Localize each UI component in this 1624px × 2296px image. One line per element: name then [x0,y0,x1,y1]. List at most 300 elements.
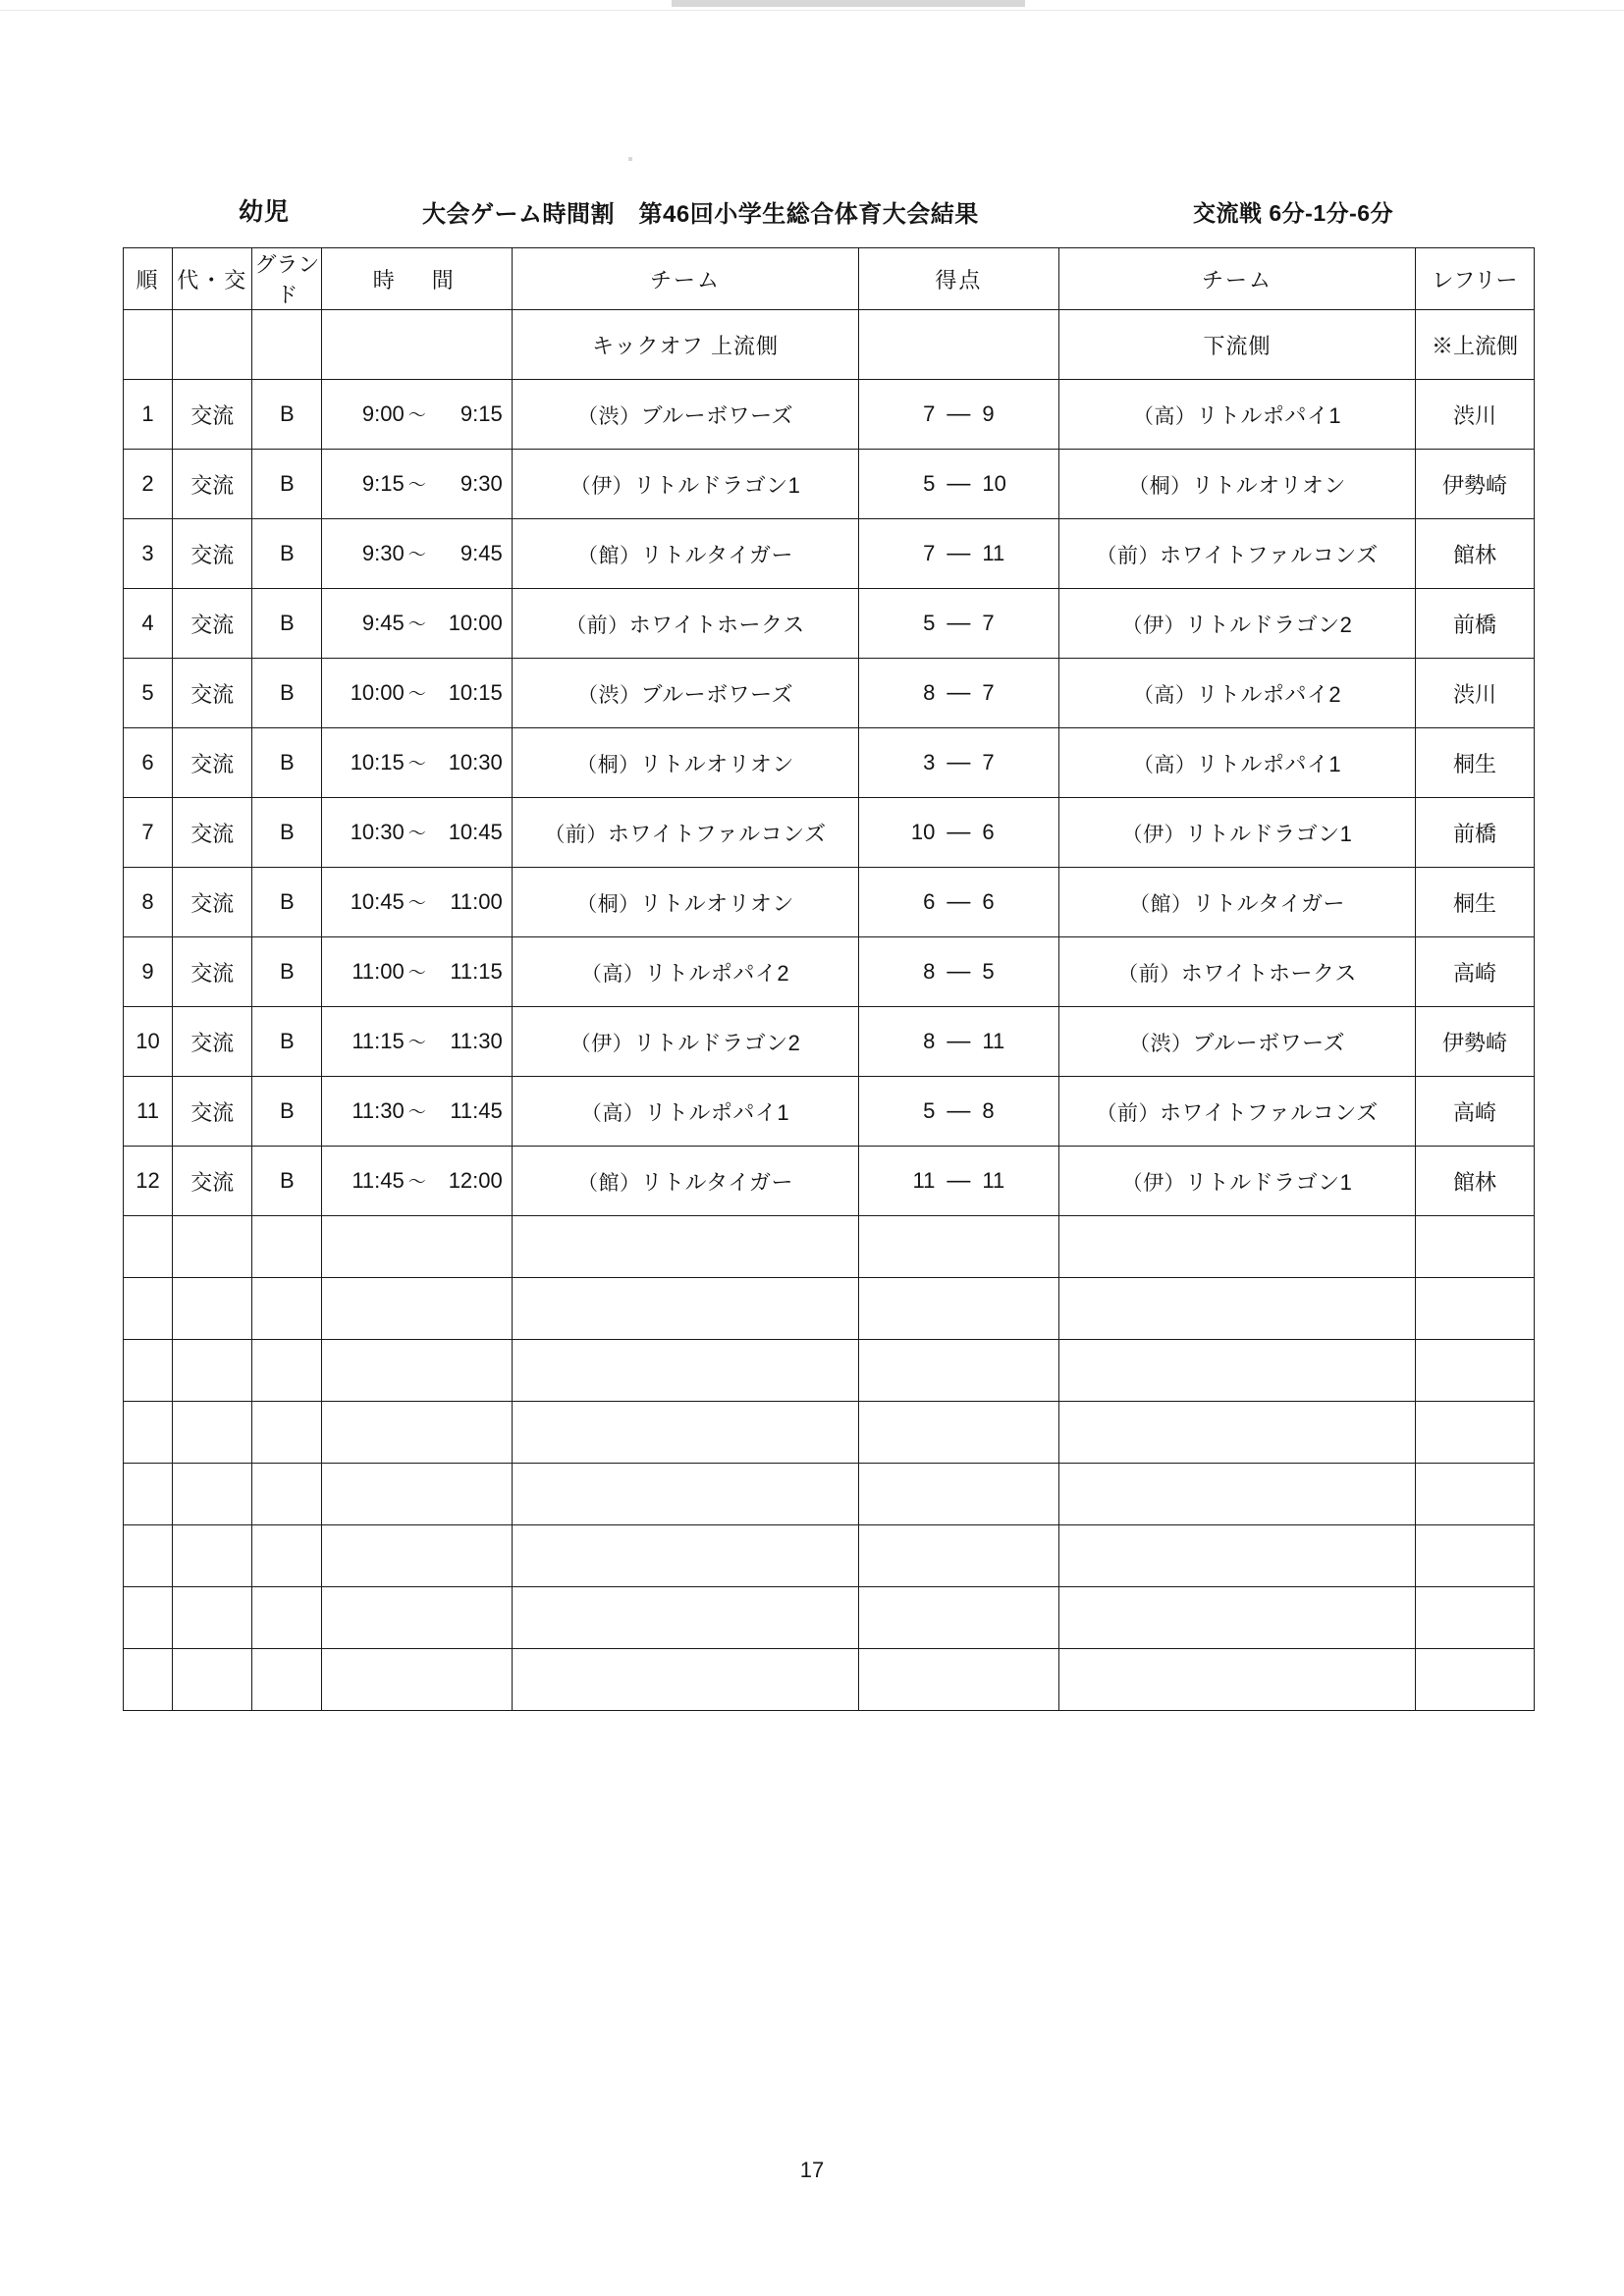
cell-empty [513,1525,858,1587]
cell-team-home [513,937,858,1007]
team-away-prefix: （前） [1117,962,1181,986]
cell-empty [1415,1402,1534,1464]
time-start: 11:45 [352,1168,405,1193]
cell-empty [173,1587,252,1649]
cell-time-range [322,450,513,519]
match-no-text: 9 [141,959,154,984]
score-separator: — [947,470,971,497]
cell-team-home [513,659,858,728]
cell-empty [513,1587,858,1649]
time-start: 10:00 [350,680,405,705]
cell-empty [858,1525,1058,1587]
cell-empty [858,1649,1058,1711]
table-row-empty [124,1464,1535,1525]
team-away-prefix: （桐） [1128,474,1192,498]
match-no-text: 6 [141,750,154,774]
cell-score [858,1147,1058,1216]
team-away-prefix: （伊） [1121,614,1186,637]
cell-score [858,728,1058,798]
cell-team-away [1059,868,1416,937]
team-away-prefix: （館） [1129,892,1193,916]
time-end: 9:15 [460,401,503,426]
table-row [124,1007,1535,1077]
cell-score [858,519,1058,589]
team-away-prefix: （高） [1132,753,1197,776]
cell-team-home [513,1007,858,1077]
cell-empty [858,1340,1058,1402]
team-away-prefix: （伊） [1121,823,1186,846]
cell-empty [1059,1340,1416,1402]
match-type-text: 交流 [190,751,235,776]
column-header-ground: グランド [252,248,322,310]
cell-referee [1415,868,1534,937]
time-separator: ～ [407,1102,426,1122]
cell-empty [1415,1649,1534,1711]
team-home-name: リトルドラゴン1 [633,472,801,498]
cell-empty [1415,1278,1534,1340]
document-header [118,192,1522,232]
cell-empty [513,1402,858,1464]
cell-team-away [1059,450,1416,519]
cell-empty [252,1216,322,1278]
time-start: 9:00 [361,401,405,426]
table-row-empty [124,1340,1535,1402]
subheader-referee-note: ※上流側 [1415,310,1534,380]
cell-score [858,450,1058,519]
cell-empty [173,1216,252,1278]
cell-team-away [1059,1007,1416,1077]
time-start: 11:00 [352,959,405,984]
cell-team-home [513,1147,858,1216]
cell-referee [1415,380,1534,450]
cell-match-type [173,1007,252,1077]
team-home-name: リトルオリオン [639,751,794,776]
team-away-name: リトルタイガー [1192,890,1346,916]
cell-match-no [124,519,173,589]
score-home: 5 [923,1098,936,1123]
match-no-text: 5 [141,680,154,705]
score-away: 9 [982,401,995,426]
cell-ground [252,728,322,798]
cell-team-home [513,798,858,868]
match-type-text: 交流 [190,681,235,707]
cell-empty [1415,1525,1534,1587]
cell-empty [513,1216,858,1278]
cell-time-range [322,1007,513,1077]
column-header-team1: チーム [513,248,858,310]
subheader-kickoff-upstream: キックオフ 上流側 [513,310,858,380]
cell-empty [858,1464,1058,1525]
cell-empty [1059,1649,1416,1711]
table-row [124,380,1535,450]
subheader-no-empty [124,310,173,380]
score-home: 8 [923,680,936,705]
cell-team-home [513,519,858,589]
match-no-text: 7 [141,820,154,844]
time-start: 9:45 [361,611,405,635]
column-header-type: 代・交 [173,248,252,310]
score-away: 10 [982,471,1006,496]
referee-text: 渋川 [1452,681,1496,707]
cell-team-away [1059,937,1416,1007]
cell-empty [252,1278,322,1340]
cell-score [858,937,1058,1007]
time-end: 12:00 [448,1168,503,1193]
team-home-prefix: （桐） [576,753,640,776]
team-away-name: リトルオリオン [1191,472,1346,498]
cell-team-away [1059,728,1416,798]
match-no-text: 4 [141,611,154,635]
cell-empty [1059,1402,1416,1464]
cell-ground [252,1077,322,1147]
team-home-prefix: （伊） [569,474,634,498]
cell-empty [1415,1340,1534,1402]
cell-ground [252,798,322,868]
score-away: 11 [982,541,1005,565]
cell-empty [173,1340,252,1402]
time-start: 10:30 [350,820,405,844]
time-end: 11:15 [450,959,503,984]
cell-team-away [1059,1147,1416,1216]
time-separator: ～ [407,545,426,564]
cell-empty [858,1402,1058,1464]
cell-empty [124,1587,173,1649]
cell-empty [252,1402,322,1464]
cell-team-home [513,450,858,519]
score-away: 8 [982,1098,995,1123]
cell-time-range [322,519,513,589]
cell-match-no [124,1077,173,1147]
referee-text: 伊勢崎 [1441,1030,1507,1055]
cell-team-away [1059,589,1416,659]
time-start: 11:30 [352,1098,405,1123]
team-home-prefix: （渋） [576,404,641,428]
match-type-text: 交流 [190,1099,235,1125]
team-home-name: リトルオリオン [639,890,794,916]
score-home: 7 [923,401,936,426]
cell-match-no [124,728,173,798]
time-start: 11:15 [352,1029,405,1053]
cell-empty [173,1402,252,1464]
page-title: 大会ゲーム時間割 第46回小学生総合体育大会結果 [422,201,979,228]
team-home-prefix: （高） [580,962,645,986]
ground-text: B [279,889,295,914]
cell-match-no [124,937,173,1007]
score-separator: — [947,540,971,566]
match-type-text: 交流 [190,1030,235,1055]
team-away-name: リトルドラゴン1 [1185,1169,1353,1195]
time-separator: ～ [407,684,426,704]
cell-empty [173,1649,252,1711]
time-start: 9:15 [361,471,405,496]
table-row [124,937,1535,1007]
referee-text: 高崎 [1452,960,1496,986]
table-header-row [124,248,1535,310]
cell-empty [322,1587,513,1649]
referee-text: 高崎 [1452,1099,1496,1125]
referee-text: 前橋 [1452,821,1496,846]
cell-referee [1415,450,1534,519]
column-header-referee: レフリー [1415,248,1534,310]
ground-text: B [279,401,295,426]
score-away: 7 [982,750,995,774]
score-home: 5 [923,611,936,635]
time-separator: ～ [407,1172,426,1192]
subheader-time-empty [322,310,513,380]
schedule-table [123,247,1535,1711]
time-start: 10:15 [350,750,405,774]
score-home: 8 [923,1029,936,1053]
cell-score [858,798,1058,868]
cell-empty [1059,1525,1416,1587]
team-home-name: ホワイトホークス [628,612,805,637]
team-away-name: リトルドラゴン2 [1185,612,1353,637]
time-end: 11:30 [450,1029,503,1053]
cell-match-type [173,728,252,798]
cell-empty [322,1525,513,1587]
subheader-ground-empty [252,310,322,380]
cell-ground [252,937,322,1007]
cell-team-home [513,380,858,450]
time-separator: ～ [407,824,426,843]
team-away-prefix: （伊） [1121,1171,1186,1195]
referee-text: 伊勢崎 [1441,472,1507,498]
team-home-name: リトルドラゴン2 [633,1030,801,1055]
score-away: 5 [982,959,995,984]
match-type-text: 交流 [190,1169,235,1195]
cell-empty [173,1464,252,1525]
referee-text: 館林 [1452,1169,1496,1195]
team-away-name: リトルドラゴン1 [1185,821,1353,846]
score-separator: — [947,400,971,427]
ground-text: B [279,1098,295,1123]
score-home: 5 [923,471,936,496]
cell-empty [252,1649,322,1711]
cell-empty [513,1278,858,1340]
cell-referee [1415,1147,1534,1216]
table-row [124,1077,1535,1147]
cell-empty [173,1278,252,1340]
cell-time-range [322,659,513,728]
referee-text: 前橋 [1452,612,1496,637]
cell-empty [124,1340,173,1402]
cell-match-no [124,1147,173,1216]
cell-empty [1415,1464,1534,1525]
score-away: 7 [982,611,995,635]
cell-ground [252,519,322,589]
score-separator: — [947,1028,971,1054]
page-number: 17 [799,2158,825,2182]
team-away-prefix: （渋） [1129,1032,1193,1055]
ground-text: B [279,959,295,984]
cell-empty [124,1649,173,1711]
table-row [124,1147,1535,1216]
team-away-prefix: （前） [1096,544,1160,567]
cell-referee [1415,937,1534,1007]
team-home-prefix: （館） [576,1171,641,1195]
team-home-name: リトルタイガー [640,542,793,567]
cell-team-home [513,589,858,659]
cell-empty [1059,1278,1416,1340]
match-no-text: 11 [136,1098,159,1123]
match-type-text: 交流 [190,542,235,567]
table-row-empty [124,1216,1535,1278]
table-row-empty [124,1402,1535,1464]
score-separator: — [947,1167,971,1194]
column-header-score: 得点 [858,248,1058,310]
team-home-name: リトルタイガー [640,1169,793,1195]
cell-empty [513,1649,858,1711]
cell-empty [252,1587,322,1649]
table-row [124,589,1535,659]
team-away-name: リトルポパイ1 [1196,402,1342,428]
match-type-text: 交流 [190,612,235,637]
cell-time-range [322,1147,513,1216]
cell-empty [1415,1216,1534,1278]
cell-referee [1415,798,1534,868]
cell-time-range [322,1077,513,1147]
cell-team-away [1059,798,1416,868]
team-home-prefix: （前） [544,823,608,846]
score-separator: — [947,958,971,985]
referee-text: 桐生 [1452,751,1496,776]
cell-empty [322,1278,513,1340]
cell-empty [858,1587,1058,1649]
table-row [124,728,1535,798]
score-home: 7 [923,541,936,565]
cell-referee [1415,519,1534,589]
time-end: 11:00 [450,889,503,914]
cell-empty [124,1216,173,1278]
cell-match-type [173,519,252,589]
cell-ground [252,659,322,728]
time-separator: ～ [407,893,426,913]
cell-time-range [322,380,513,450]
match-no-text: 2 [141,471,154,496]
cell-match-no [124,589,173,659]
cell-score [858,659,1058,728]
score-away: 6 [982,820,995,844]
referee-text: 館林 [1452,542,1496,567]
team-away-name: ホワイトファルコンズ [1159,1099,1379,1125]
time-separator: ～ [407,614,426,634]
time-end: 10:15 [448,680,503,705]
time-separator: ～ [407,754,426,774]
score-away: 6 [982,889,995,914]
table-row-empty [124,1525,1535,1587]
time-end: 10:45 [448,820,503,844]
score-separator: — [947,749,971,775]
team-away-prefix: （高） [1132,404,1197,428]
cell-empty [513,1340,858,1402]
score-separator: — [947,888,971,915]
time-separator: ～ [407,475,426,495]
match-type-text: 交流 [190,821,235,846]
ground-text: B [279,541,295,565]
team-away-name: ブルーボワーズ [1192,1030,1346,1055]
score-separator: — [947,610,971,636]
team-away-prefix: （高） [1132,683,1197,707]
cell-empty [322,1649,513,1711]
cell-referee [1415,659,1534,728]
team-home-name: ブルーボワーズ [640,681,793,707]
time-start: 9:30 [361,541,405,565]
column-header-no: 順 [124,248,173,310]
cell-match-type [173,868,252,937]
table-subheader-row [124,310,1535,380]
score-home: 10 [910,820,936,844]
team-home-name: ホワイトファルコンズ [607,821,827,846]
team-away-name: ホワイトファルコンズ [1159,542,1379,567]
cell-empty [858,1278,1058,1340]
cell-team-away [1059,1077,1416,1147]
cell-empty [1059,1464,1416,1525]
cell-match-type [173,798,252,868]
table-row [124,798,1535,868]
cell-team-away [1059,380,1416,450]
cell-empty [124,1525,173,1587]
cell-time-range [322,589,513,659]
cell-time-range [322,868,513,937]
score-away: 7 [982,680,995,705]
cell-match-type [173,450,252,519]
header-match-format-note: 交流戦 6分-1分-6分 [1193,200,1394,226]
cell-time-range [322,798,513,868]
cell-empty [173,1525,252,1587]
team-away-prefix: （前） [1096,1101,1160,1125]
time-end: 9:45 [460,541,503,565]
match-type-text: 交流 [190,402,235,428]
cell-match-no [124,868,173,937]
score-separator: — [947,819,971,845]
header-category-label: 幼児 [239,198,291,226]
cell-ground [252,1007,322,1077]
cell-match-no [124,450,173,519]
cell-team-home [513,728,858,798]
time-end: 10:00 [448,611,503,635]
cell-match-no [124,798,173,868]
table-row [124,868,1535,937]
ground-text: B [279,1168,295,1193]
cell-team-home [513,868,858,937]
column-header-time: 時 間 [322,248,513,310]
time-end: 11:45 [450,1098,503,1123]
cell-empty [124,1464,173,1525]
team-home-name: リトルポパイ1 [644,1099,790,1125]
score-away: 11 [982,1029,1005,1053]
subheader-type-empty [173,310,252,380]
match-type-text: 交流 [190,472,235,498]
cell-empty [124,1402,173,1464]
score-away: 11 [982,1168,1005,1193]
cell-empty [252,1464,322,1525]
subheader-score-empty [858,310,1058,380]
cell-team-home [513,1077,858,1147]
cell-empty [124,1278,173,1340]
team-away-name: リトルポパイ1 [1196,751,1342,776]
team-home-prefix: （館） [576,544,641,567]
time-separator: ～ [407,963,426,983]
cell-score [858,1077,1058,1147]
time-end: 10:30 [448,750,503,774]
team-away-name: ホワイトホークス [1180,960,1357,986]
match-no-text: 8 [141,889,154,914]
match-no-text: 10 [135,1029,160,1053]
column-header-team2: チーム [1059,248,1416,310]
team-home-name: ブルーボワーズ [640,402,793,428]
cell-empty [322,1216,513,1278]
team-home-prefix: （渋） [576,683,641,707]
